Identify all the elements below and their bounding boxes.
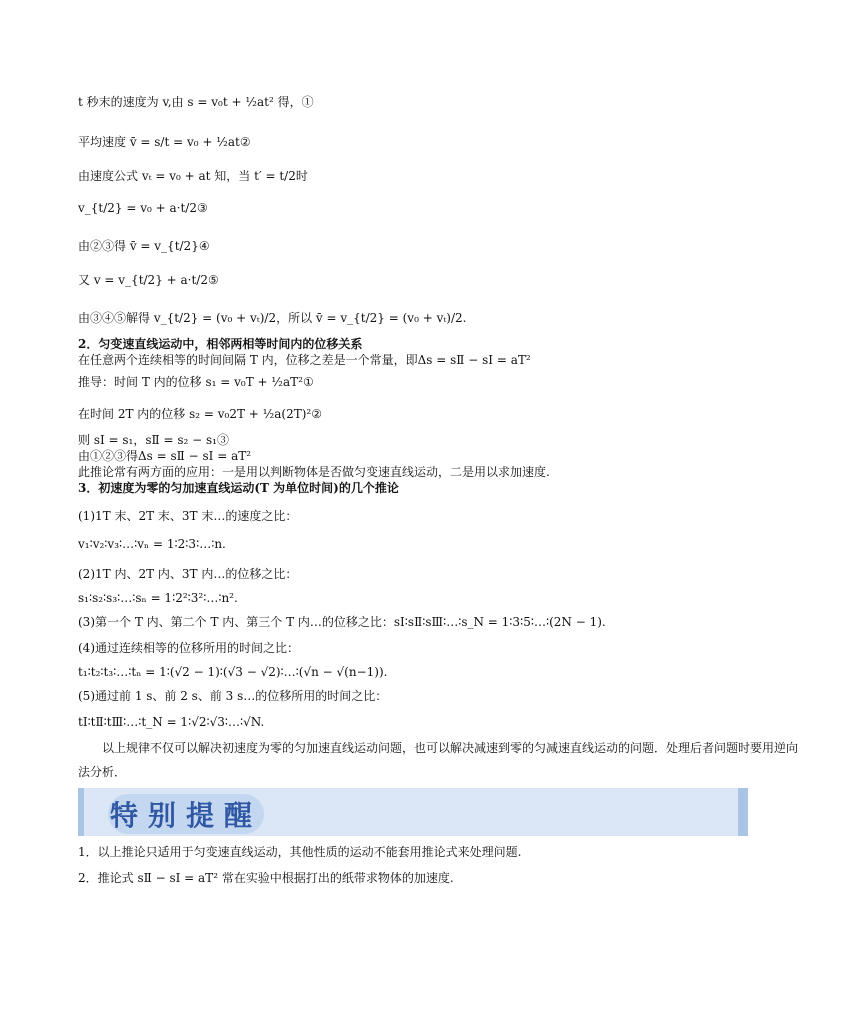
formula-line: s₁∶s₂∶s₃∶…∶sₙ = 1∶2²∶3²∶…∶n². bbox=[78, 591, 238, 605]
text-line: 由②③得 v̄ = v_{t/2}④ bbox=[78, 239, 210, 253]
formula-line: tⅠ∶tⅡ∶tⅢ∶…∶t_N = 1∶√2∶√3∶…∶√N. bbox=[78, 715, 265, 729]
section-heading: 3．初速度为零的匀加速直线运动(T 为单位时间)的几个推论 bbox=[78, 481, 399, 495]
formula-line: v₁∶v₂∶v₃∶…∶vₙ = 1∶2∶3∶…∶n. bbox=[78, 537, 226, 551]
banner-left-bar bbox=[78, 788, 84, 836]
text-line: 由③④⑤解得 v_{t/2} = (v₀ + vₜ)/2，所以 v̄ = v_{t/2} = (v₀ + vₜ)/2. bbox=[78, 311, 467, 325]
text-line: (2)1T 内、2T 内、3T 内…的位移之比： bbox=[78, 567, 298, 581]
tip-banner bbox=[78, 788, 748, 836]
text-line: 推导：时间 T 内的位移 s₁ = v₀T + ½aT²① bbox=[78, 375, 314, 389]
section-heading: 2．匀变速直线运动中，相邻两相等时间内的位移关系 bbox=[78, 337, 363, 351]
note-item: 1．以上推论只适用于匀变速直线运动，其他性质的运动不能套用推论式来处理问题. bbox=[78, 845, 522, 859]
text-line: 由①②③得Δs = sⅡ − sⅠ = aT² bbox=[78, 449, 252, 463]
text-line: 在任意两个连续相等的时间间隔 T 内，位移之差是一个常量，即Δs = sⅡ − sⅠ = aT² bbox=[78, 353, 531, 367]
text-line: (3)第一个 T 内、第二个 T 内、第三个 T 内…的位移之比：sⅠ∶sⅡ∶sⅢ∶…∶s_N = 1∶3∶5∶…∶(2N − 1). bbox=[78, 615, 606, 629]
note-item: 2．推论式 sⅡ − sⅠ = aT² 常在实验中根据打出的纸带求物体的加速度. bbox=[78, 871, 454, 885]
text-line: 平均速度 v̄ = s/t = v₀ + ½at② bbox=[78, 135, 251, 149]
text-line: 此推论常有两方面的应用：一是用以判断物体是否做匀变速直线运动，二是用以求加速度. bbox=[78, 465, 550, 479]
text-line: (4)通过连续相等的位移所用的时间之比： bbox=[78, 641, 299, 655]
text-line: (5)通过前 1 s、前 2 s、前 3 s…的位移所用的时间之比： bbox=[78, 689, 388, 703]
text-line: 又 v = v_{t/2} + a·t/2⑤ bbox=[78, 273, 219, 287]
banner-right-bar bbox=[738, 788, 748, 836]
text-line: 由速度公式 vₜ = v₀ + at 知，当 t′ = t/2时 bbox=[78, 169, 308, 183]
text-line: v_{t/2} = v₀ + a·t/2③ bbox=[78, 201, 208, 215]
text-line: 则 sⅠ = s₁，sⅡ = s₂ − s₁③ bbox=[78, 433, 229, 447]
text-line: t 秒末的速度为 v,由 s = v₀t + ½at² 得，① bbox=[78, 95, 314, 109]
text-line: (1)1T 末、2T 末、3T 末…的速度之比： bbox=[78, 509, 298, 523]
banner-title: 特别提醒 bbox=[108, 794, 264, 834]
summary-paragraph: 以上规律不仅可以解决初速度为零的匀加速直线运动问题，也可以解决减速到零的匀减速直线运动的问题．处理后者问题时要用逆向法分析． bbox=[78, 741, 799, 779]
text-line: 在时间 2T 内的位移 s₂ = v₀2T + ½a(2T)²② bbox=[78, 407, 323, 421]
formula-line: t₁∶t₂∶t₃∶…∶tₙ = 1∶(√2 − 1)∶(√3 − √2)∶…∶(√n − √(n−1)). bbox=[78, 665, 388, 679]
